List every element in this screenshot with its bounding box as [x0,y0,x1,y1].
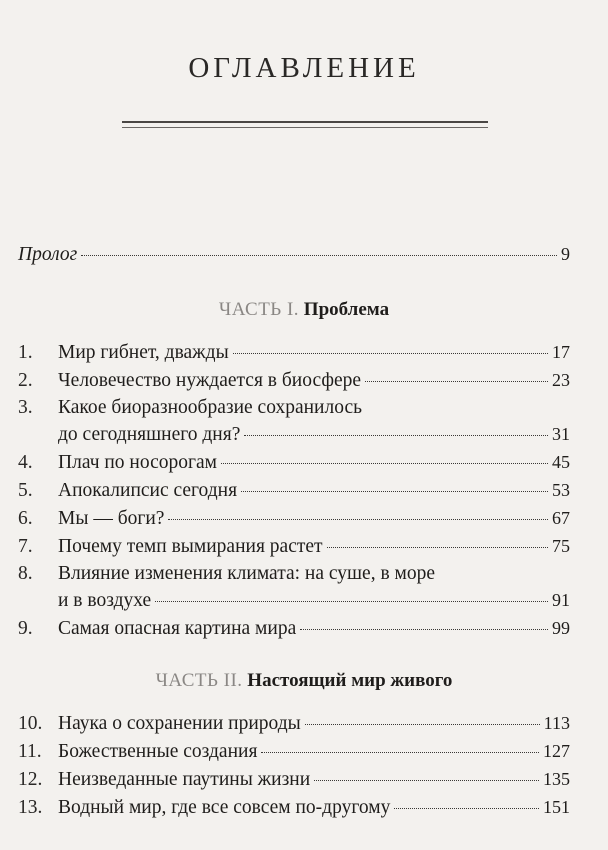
entry-page: 75 [552,536,570,556]
entry-title: Влияние изменения климата: на суше, в море [58,563,436,584]
dot-leader [305,723,540,725]
part-label: ЧАСТЬ II. [155,670,243,691]
toc-entry[interactable] [18,766,570,792]
entry-title: Неизведанные паутины жизни [58,769,311,790]
entry-page: 53 [552,480,570,500]
entry-page: 113 [543,713,570,733]
entry-title: Почему темп вымирания растет [58,536,323,557]
entry-title: Наука о сохранении природы [58,713,301,734]
entry-title: Человечество нуждается в биосфере [58,370,362,391]
part-heading [0,299,608,321]
entry-number: 9. [18,618,33,639]
entry-page: 127 [543,741,570,761]
entry-number: 1. [18,342,33,363]
dot-leader [155,600,548,602]
toc-entry[interactable] [18,505,570,531]
entry-page: 9 [561,244,570,264]
entry-title-continued: до сегодняшнего дня? [58,424,241,445]
entry-title: Самая опасная картина мира [58,618,297,639]
dot-leader [221,462,548,464]
entry-page: 135 [543,769,570,789]
entry-number: 5. [18,480,33,501]
entry-title: Божественные создания [58,741,258,762]
entry-number: 12. [18,769,43,790]
toc-entry[interactable] [18,615,570,641]
entry-page: 45 [552,452,570,472]
entry-title: Мы — боги? [58,508,165,529]
entry-title: Плач по носорогам [58,452,217,473]
dot-leader [300,628,548,630]
dot-leader [233,352,548,354]
part-title: Настоящий мир живого [247,670,453,691]
dot-leader [365,380,548,382]
entry-title: Водный мир, где все совсем по-другому [58,797,391,818]
toc-entry[interactable] [18,561,570,587]
dot-leader [327,546,548,548]
part-title: Проблема [303,299,390,320]
dot-leader [394,807,539,809]
toc-entry-continuation[interactable] [58,587,570,613]
title-rule-bottom [122,127,488,128]
entry-number: 2. [18,370,33,391]
entry-number: 7. [18,536,33,557]
toc-entry[interactable] [18,738,570,764]
toc-entry[interactable] [18,367,570,393]
dot-leader [314,779,539,781]
toc-entry[interactable] [18,794,570,820]
toc-entry[interactable] [18,339,570,365]
entry-title-continued: и в воздухе [58,590,152,611]
dot-leader [81,254,557,256]
title-rule-top [122,121,488,123]
entry-number: 6. [18,508,33,529]
toc-entry[interactable] [18,477,570,503]
entry-number: 10. [18,713,43,734]
dot-leader [261,751,539,753]
entry-page: 23 [552,370,570,390]
entry-page: 151 [543,797,570,817]
toc-entry-continuation[interactable] [58,421,570,447]
entry-number: 3. [18,397,33,418]
entry-title: Пролог [18,244,78,265]
entry-number: 4. [18,452,33,473]
entry-page: 67 [552,508,570,528]
entry-number: 11. [18,741,42,762]
toc-entry[interactable] [18,710,570,736]
toc-entry[interactable] [18,449,570,475]
part-heading [0,670,608,692]
entry-title: Какое биоразнообразие сохранилось [58,397,363,418]
dot-leader [244,434,548,436]
dot-leader [168,518,548,520]
entry-title: Мир гибнет, дважды [58,342,229,363]
entry-title: Апокалипсис сегодня [58,480,238,501]
toc-entry-prologue[interactable] [18,241,570,267]
toc-entry[interactable] [18,395,570,421]
part-label: ЧАСТЬ I. [218,299,300,320]
entry-page: 99 [552,618,570,638]
entry-page: 17 [552,342,570,362]
dot-leader [241,490,548,492]
entry-page: 31 [552,424,570,444]
entry-page: 91 [552,590,570,610]
page-title: ОГЛАВЛЕНИЕ [188,52,420,84]
entry-number: 13. [18,797,43,818]
entry-number: 8. [18,563,33,584]
toc-entry[interactable] [18,533,570,559]
